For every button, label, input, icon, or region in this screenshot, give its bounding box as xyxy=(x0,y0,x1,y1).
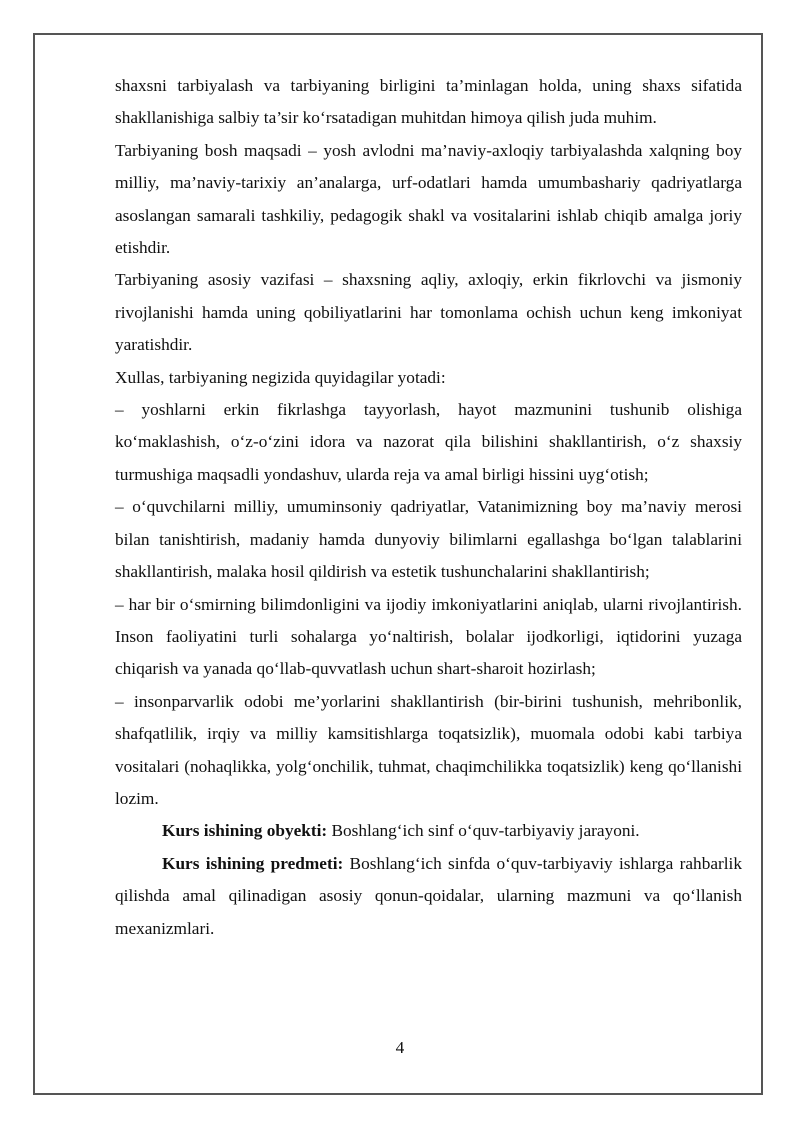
list-item-teenagers: – har bir o‘smirning bilimdonligini va ijodiy imkoniyatlarini aniqlab, ularni rivojlantirish. Inson faoliyatini turli sohalarga yo‘naltirish, bolalar ijodkorligi, iqtidorini yuzaga chiqarish va yanada qo‘llab-quvvatlash uchun shart-sharoit hozirlash; xyxy=(115,594,742,679)
course-object-label: Kurs ishining obyekti: xyxy=(162,821,328,841)
paragraph-course-object xyxy=(115,815,742,847)
course-object-text: Boshlang‘ich sinf o‘quv-tarbiyaviy jarayoni. xyxy=(327,821,640,841)
document-body xyxy=(115,70,742,945)
list-item-pupils: – o‘quvchilarni milliy, umuminsoniy qadriyatlar, Vatanimizning boy ma’naviy merosi bilan tanishtirish, madaniy hamda dunyoviy bilimlarni egallashga bo‘lgan talablarini shakllantirish, malaka hosil qildirish va estetik tushunchalarini shakllantirish; xyxy=(115,497,742,582)
paragraph-main-task: Tarbiyaning asosiy vazifasi – shaxsning aqliy, axloqiy, erkin fikrlovchi va jismoniy rivojlanishi hamda uning qobiliyatlarini har tomonlama ochish uchun keng imkoniyat yaratishdir. xyxy=(115,270,742,355)
page-number: 4 xyxy=(395,1038,405,1057)
course-subject-text: Boshlang‘ich sinfda o‘quv-tarbiyaviy ishlarga rahbarlik qilishda amal qilinadigan asosiy qonun-qoidalar, ularning mazmuni va qo‘llanish mexanizmlari. xyxy=(115,853,742,938)
paragraph-summary-intro: Xullas, tarbiyaning negizida quyidagilar yotadi: xyxy=(115,367,446,387)
paragraph-continuation: shaxsni tarbiyalash va tarbiyaning birligini ta’minlagan holda, uning shaxs sifatida shakllanishiga salbiy ta’sir ko‘rsatadigan muhitdan himoya qilish juda muhim. xyxy=(115,76,742,128)
course-subject-label: Kurs ishining predmeti: xyxy=(162,853,344,873)
list-item-youth: – yoshlarni erkin fikrlashga tayyorlash, hayot mazmunini tushunib olishiga ko‘maklashish, o‘z-o‘zini idora va nazorat qila bilishini shakllantirish, o‘z shaxsiy turmushiga maqsadli yondashuv, ularda reja va amal birligi hissini uyg‘otish; xyxy=(115,400,742,484)
paragraph-main-goal: Tarbiyaning bosh maqsadi – yosh avlodni ma’naviy-axloqiy tarbiyalashda xalqning boy milliy, ma’naviy-tarixiy an’analarga, urf-odatlari hamda umumbashariy qadriyatlarga asoslangan samarali tashkiliy, pedagogik shakl va vositalarini ishlab chiqib amalga joriy etishdir. xyxy=(115,140,742,258)
paragraph-course-subject xyxy=(115,848,742,945)
list-item-humanism: – insonparvarlik odobi me’yorlarini shakllantirish (bir-birini tushunish, mehribonlik, shafqatlilik, irqiy va milliy kamsitishlarga toqatsizlik), muomala odobi kabi tarbiya vositalari (nohaqlikka, yolg‘onchilik, tuhmat, chaqimchilikka toqatsizlik) keng qo‘llanishi lozim. xyxy=(115,691,742,808)
